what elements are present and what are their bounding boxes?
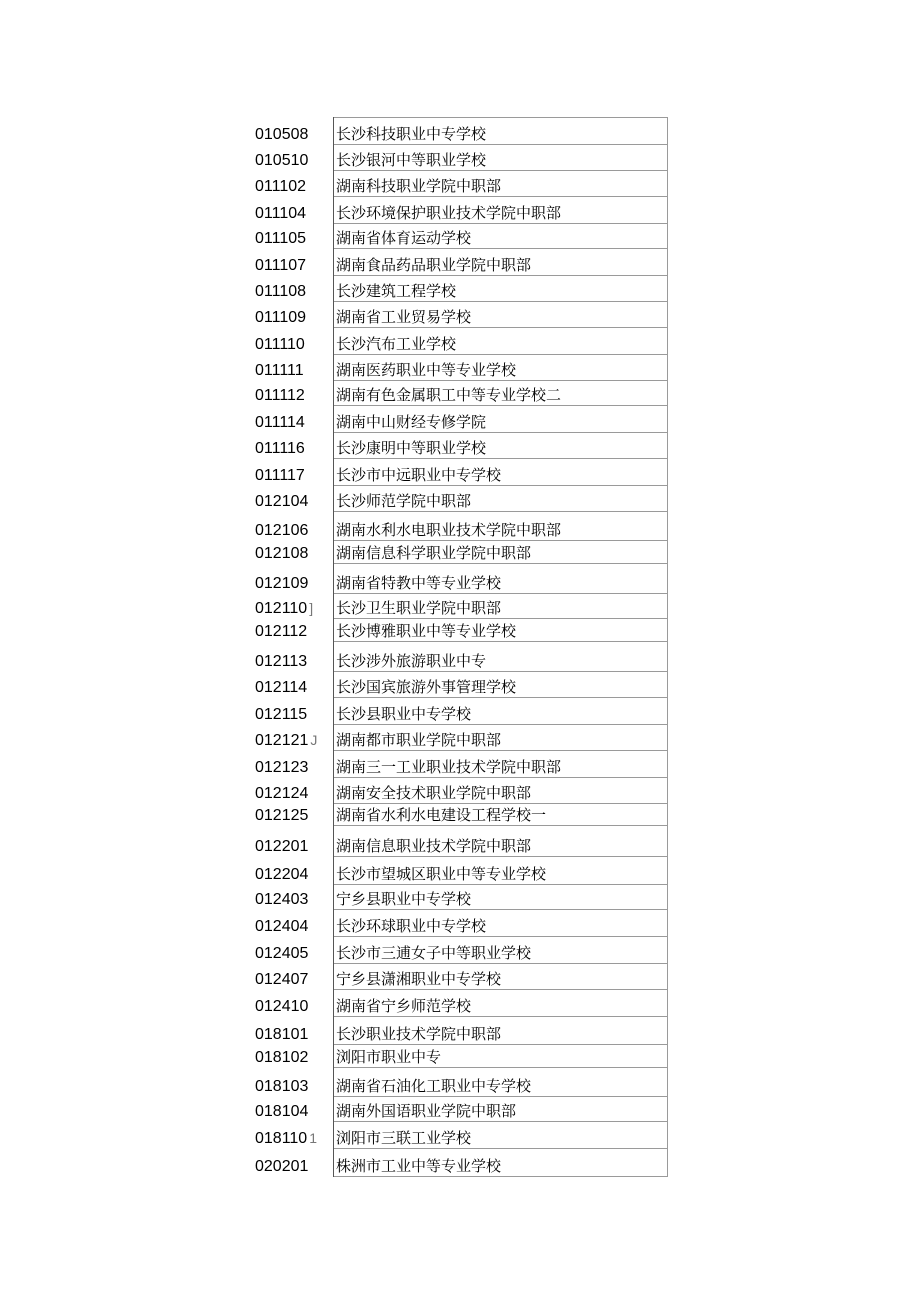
school-code-cell [253,1122,334,1149]
stray-mark: J [310,731,318,748]
school-name: 湖南省特教中等专业学校 [336,574,502,592]
school-name: 湖南省工业贸易学校 [336,308,472,326]
table-row [253,937,668,964]
school-name-cell [334,778,668,804]
school-code: 012201 [255,837,309,855]
school-code-cell [253,564,334,594]
school-code: 012113 [255,652,308,670]
school-code-cell [253,672,334,698]
school-code: 011116 [255,439,305,457]
school-name: 长沙博雅职业中等专业学校 [336,622,517,640]
school-name-cell [334,355,668,381]
school-name-cell [334,564,668,594]
school-code: 012121 [255,731,309,749]
table-body [253,118,668,1177]
school-name: 长沙建筑工程学校 [336,282,457,300]
school-name-cell [334,1017,668,1045]
school-name-cell [334,224,668,249]
school-name-cell [334,276,668,302]
table-row [253,751,668,778]
school-code-cell [253,826,334,857]
school-code: 018104 [255,1102,309,1120]
school-code: 011110 [255,335,305,353]
school-name: 长沙环球职业中专学校 [336,917,487,935]
school-name: 长沙康明中等职业学校 [336,439,487,457]
school-name-cell [334,964,668,990]
school-code: 010510 [255,151,309,169]
school-code: 011111 [255,361,304,379]
table-row [253,1017,668,1045]
school-code-cell [253,459,334,486]
school-code-cell [253,406,334,433]
stray-mark: ] [309,599,314,616]
school-code-cell [253,486,334,512]
school-name-cell [334,512,668,541]
school-name-cell [334,433,668,459]
school-name: 湖南食品药品职业学院中职部 [336,256,532,274]
table-row [253,885,668,910]
school-code: 012410 [255,997,309,1015]
school-code-cell [253,885,334,910]
school-name: 长沙卫生职业学院中职部 [336,599,502,617]
school-code-cell [253,857,334,885]
school-code-cell [253,118,334,145]
school-name: 宁乡县职业中专学校 [336,890,472,908]
school-name-cell [334,751,668,778]
school-code-cell [253,541,334,564]
school-name: 浏阳市三联工业学校 [336,1129,472,1147]
school-code: 012123 [255,758,309,776]
school-name: 湖南安全技术职业学院中职部 [336,784,532,802]
table-row [253,118,668,145]
school-name: 浏阳市职业中专 [336,1048,442,1066]
school-code: 011109 [255,308,307,326]
school-code-cell [253,698,334,725]
school-code: 012106 [255,521,309,539]
school-name-cell [334,459,668,486]
school-name-cell [334,381,668,406]
school-name: 湖南有色金属职工中等专业学校二 [336,386,562,404]
school-name-cell [334,594,668,619]
school-name-cell [334,1122,668,1149]
school-code-cell [253,355,334,381]
school-code-cell [253,751,334,778]
school-code-cell [253,725,334,751]
school-code-cell [253,145,334,171]
school-code-cell [253,937,334,964]
table-row [253,778,668,804]
school-code-cell [253,224,334,249]
school-name: 长沙市中远职业中专学校 [336,466,502,484]
table-row [253,964,668,990]
table-row [253,355,668,381]
school-name: 长沙科技职业中专学校 [336,125,487,143]
school-code-cell [253,1097,334,1122]
school-name-cell [334,990,668,1017]
table-row [253,1149,668,1177]
school-name: 湖南医药职业中等专业学校 [336,361,517,379]
table-row [253,249,668,276]
school-code-cell [253,1045,334,1068]
school-code: 012124 [255,784,309,802]
table-row [253,406,668,433]
school-code-cell [253,594,334,619]
table-row [253,541,668,564]
school-code: 011107 [255,256,307,274]
school-name: 长沙涉外旅游职业中专 [336,652,487,670]
school-code: 012404 [255,917,309,935]
school-name: 湖南信息职业技术学院中职部 [336,837,532,855]
table-row [253,698,668,725]
school-name: 长沙职业技术学院中职部 [336,1025,502,1043]
school-name: 长沙银河中等职业学校 [336,151,487,169]
school-name-cell [334,1149,668,1177]
table-row [253,857,668,885]
school-name: 宁乡县潇湘职业中专学校 [336,970,502,988]
school-code-cell [253,328,334,355]
table-row [253,459,668,486]
table-row [253,1122,668,1149]
school-code: 011102 [255,177,307,195]
school-code-cell [253,1149,334,1177]
school-code-cell [253,171,334,197]
table-row [253,512,668,541]
school-name: 长沙国宾旅游外事管理学校 [336,678,517,696]
school-code-cell [253,619,334,642]
school-name: 湖南水利水电职业技术学院中职部 [336,521,562,539]
school-name-cell [334,249,668,276]
school-name: 株洲市工业中等专业学校 [336,1157,502,1175]
school-name: 湖南中山财经专修学院 [336,413,487,431]
school-name-cell [334,1068,668,1097]
school-code: 018102 [255,1048,309,1066]
school-name: 湖南信息科学职业学院中职部 [336,544,532,562]
table-row [253,910,668,937]
school-code: 011112 [255,386,305,404]
school-code-cell [253,1068,334,1097]
stray-mark: 1 [309,1129,317,1146]
table-row [253,276,668,302]
school-name-cell [334,672,668,698]
school-name-cell [334,910,668,937]
school-code-cell [253,276,334,302]
school-code-cell [253,249,334,276]
school-name-cell [334,1097,668,1122]
school-code-cell [253,512,334,541]
table-row [253,672,668,698]
school-code: 012109 [255,574,309,592]
school-name-cell [334,698,668,725]
school-code: 012112 [255,622,308,640]
school-name: 长沙师范学院中职部 [336,492,472,510]
school-name: 湖南省石油化工职业中专学校 [336,1077,532,1095]
school-name: 湖南外国语职业学院中职部 [336,1102,517,1120]
school-code-cell [253,433,334,459]
table-row [253,145,668,171]
table-row [253,642,668,672]
table-row [253,594,668,619]
school-code: 012115 [255,705,308,723]
table-row [253,486,668,512]
table-row [253,1045,668,1068]
school-name-cell [334,171,668,197]
table-row [253,619,668,642]
table-row [253,990,668,1017]
table-row [253,171,668,197]
school-name-cell [334,197,668,224]
school-name-cell [334,642,668,672]
school-code: 012104 [255,492,309,510]
school-name: 长沙县职业中专学校 [336,705,472,723]
school-name: 长沙市三逋女子中等职业学校 [336,944,532,962]
school-name-cell [334,885,668,910]
school-name: 湖南三一工业职业技术学院中职部 [336,758,562,776]
school-code: 012403 [255,890,309,908]
school-name-cell [334,826,668,857]
table-row [253,224,668,249]
school-code: 020201 [255,1157,309,1175]
school-code: 011108 [255,282,307,300]
school-code: 011105 [255,229,307,247]
school-code: 012114 [255,678,308,696]
school-code: 010508 [255,125,309,143]
school-code-table [253,117,668,1177]
table-row [253,826,668,857]
table-row [253,1068,668,1097]
school-code: 018110 [255,1129,308,1147]
table-row [253,328,668,355]
table-row [253,725,668,751]
school-code: 012110 [255,599,308,617]
school-name-cell [334,857,668,885]
table-row [253,433,668,459]
table-row [253,1097,668,1122]
table-row [253,197,668,224]
school-code-cell [253,990,334,1017]
school-name-cell [334,1045,668,1068]
school-name: 长沙汽布工业学校 [336,335,457,353]
school-name-cell [334,541,668,564]
school-name-cell [334,145,668,171]
school-code: 018103 [255,1077,309,1095]
school-code-cell [253,302,334,328]
school-name-cell [334,302,668,328]
school-code-cell [253,381,334,406]
school-code-cell [253,778,334,804]
school-name: 湖南科技职业学院中职部 [336,177,502,195]
school-name-cell [334,937,668,964]
school-code-cell [253,197,334,224]
school-code-cell [253,804,334,826]
school-code: 011114 [255,413,305,431]
school-code-cell [253,1017,334,1045]
school-name-cell [334,619,668,642]
school-code: 011117 [255,466,305,484]
school-name-cell [334,328,668,355]
table-row [253,804,668,826]
school-code-cell [253,642,334,672]
school-name: 湖南省宁乡师范学校 [336,997,472,1015]
school-code: 018101 [255,1025,309,1043]
school-name-cell [334,725,668,751]
table-row [253,564,668,594]
school-code: 012407 [255,970,309,988]
school-name-cell [334,118,668,145]
school-code: 012125 [255,806,309,824]
school-name: 长沙市望城区职业中等专业学校 [336,865,547,883]
school-name: 湖南省水利水电建设工程学校一 [336,806,547,824]
table-row [253,302,668,328]
school-code: 012405 [255,944,309,962]
school-name-cell [334,486,668,512]
table-row [253,381,668,406]
school-name: 长沙环境保护职业技术学院中职部 [336,204,562,222]
school-name-cell [334,406,668,433]
school-code-cell [253,910,334,937]
school-name: 湖南省体育运动学校 [336,229,472,247]
school-code-cell [253,964,334,990]
school-code: 012108 [255,544,309,562]
school-code: 012204 [255,865,309,883]
school-name-cell [334,804,668,826]
school-name: 湖南都市职业学院中职部 [336,731,502,749]
school-code: 011104 [255,204,307,222]
